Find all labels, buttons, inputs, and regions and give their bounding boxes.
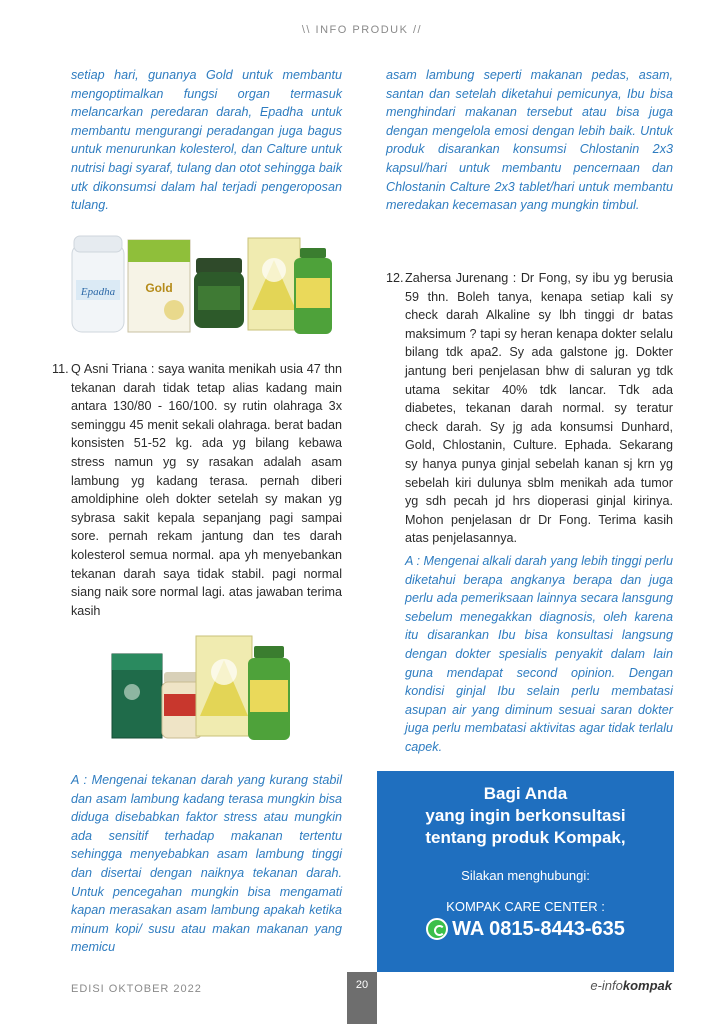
contact-prompt: Silakan menghubungi: <box>461 868 590 883</box>
cta-line-2: yang ingin berkonsultasi <box>425 806 626 825</box>
chlostanin-box <box>112 654 162 738</box>
cta-line-1: Bagi Anda <box>483 784 568 803</box>
answer-10-end: setiap hari, gunanya Gold untuk membantu mengoptimalkan fungsi organ termasuk melancarkan peredaran darah, Epadha untuk membantu mengurangi peradangan juga bagus untuk menurunkan kolesterol, dan Calture untuk nutrisi bagi syaraf, tulang dan otot sehingga baik utk dikonsumsi dalam hal terjadi pengeroposan tulang. <box>71 68 342 213</box>
section-header: \\ INFO PRODUK // <box>301 24 423 36</box>
calture-box-2 <box>196 636 252 736</box>
epadha-bottle <box>72 236 124 332</box>
green-bottle-2 <box>248 646 290 740</box>
whatsapp-icon <box>426 918 448 940</box>
gold-box <box>128 240 190 332</box>
question-11-text: Q Asni Triana : saya wanita menikah usia 47 thn tekanan darah tidak tetap alias kadang main antara 130/80 - 160/100. sy rutin olahraga 3x seminggu 45 menit sekali olahraga. berat badan konsisten 51-52 kg. ada yg bilang kebawa stress namun yg sy rasakan adalah asam lambung yg kadang terasa. pernah diberi amoldiphine oleh dokter setelah sy makan yg sybrasa sakit kepala sepanjang pagi sampai sore. pernah rekam jantung dan tes darah kolesterol semua normal. apa yh menyebankan tekanan darah saya tidak stabil. pagi normal siang naik sore normal lagi. atas jawaban terima kasih <box>71 362 342 618</box>
answer-11: A : Mengenai tekanan darah yang kurang stabil dan asam lambung kadang terasa mungkin bisa diduga disebabkan faktor stress atau mungkin ada sensitif terhadap makanan tertentu sehingga menyebabkan asam lambung tinggi dan disertai dengan naiknya tekanan darah. Untuk pencegahan mungkin bisa mengamati kapan merasakan asam lambung apakah ketika minum kopi/ susu atau makan makanan yang memicu <box>71 773 342 955</box>
answer-12: A : Mengenai alkali darah yang lebih tinggi perlu diketahui berapa angkanya berapa dan juga perlu ada pemeriksaan lainnya secara lansgung sebelum menegakkan diagnosis, oleh karena itu disarankan Ibu bisa konsultasi langsung dengan dokter spesialis penyakit dalam lain guna mendapat second opinion. Dengan kondisi ginjal Ibu selain perlu membatasi asupan air yang diminum sesuai saran dokter juga perlu membatasi aktivitas agar tidak terlalu capek. <box>405 554 673 754</box>
page-number: 20 <box>347 972 377 1024</box>
svg-text:Epadha: Epadha <box>80 286 116 298</box>
calture-box <box>248 238 300 330</box>
question-12-text: Zahersa Jurenang : Dr Fong, sy ibu yg berusia 59 thn. Boleh tanya, kenapa setiap kali sy check darah Alkaline sy lbh tinggi dr batas maksimum ? tapi sy heran kenapa dokter selalu bilang tdk apa2. Sy ada galstone jg. Dokter jantung beri penjelasan bhw di saluran yg tdk utama sekitar 40% tdk lancar. Tdk ada diabetes, tekanan darah normal. sy teratur check darah. Sy jg ada konsumsi Dunhard, Gold, Chlostanin, Culture. Ephada. Sekarang sy hanya punya ginjal sebelah kanan sj krn yg sebelah kiri dulunya sblm menikah ada tumor yg sdh pecah jd hrs dioperasi ginjal kirinya. Mohon penjelasan dr Dr Fong. Terima kasih atas penjelasannya. <box>405 271 673 546</box>
care-center-label: KOMPAK CARE CENTER : <box>446 899 605 914</box>
product-image-bottom <box>108 632 298 744</box>
green-bottle <box>294 248 332 334</box>
question-11-number: 11. <box>52 362 69 376</box>
brand-logo: e-infokompak <box>590 978 672 993</box>
cta-line-3: tentang produk Kompak, <box>425 828 626 847</box>
whatsapp-number: WA 0815-8443-635 <box>452 918 625 940</box>
question-12-number: 12. <box>386 271 404 285</box>
consultation-banner <box>377 771 674 972</box>
whatsapp-contact[interactable] <box>426 917 625 941</box>
edition-label: EDISI OKTOBER 2022 <box>71 983 202 995</box>
svg-text:Gold: Gold <box>145 281 173 295</box>
product-image-top <box>66 230 336 340</box>
dark-jar <box>194 258 244 328</box>
answer-11-cont: asam lambung seperti makanan pedas, asam, santan dan setelah diketahui pemicunya, Ibu bisa menghindari makanan tersebut atau bisa juga dengan mengelola emosi dengan lebih baik. Untuk produk disarankan konsumsi Chlostanin 2x3 kapsul/hari untuk membantu pencernaan dan Chlostanin Calture 2x3 tablet/hari untuk membantu meredakan kecemasan yang mungkin timbul. <box>386 68 673 213</box>
